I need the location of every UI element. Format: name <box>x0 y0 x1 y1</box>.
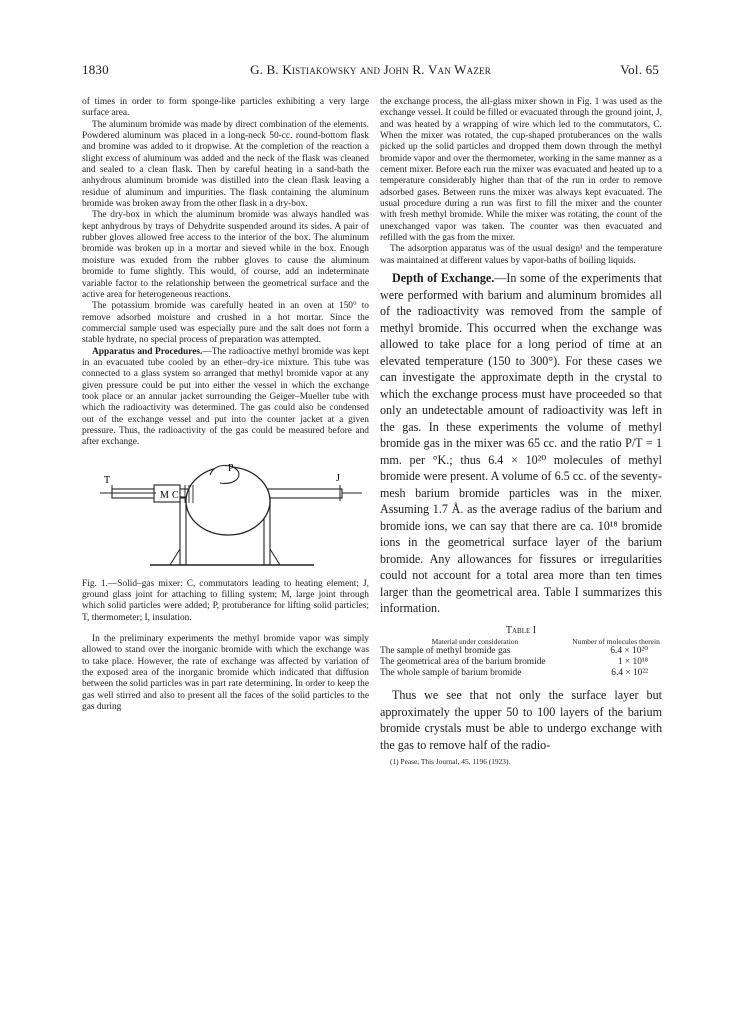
bracket <box>170 549 180 565</box>
paragraph: The dry-box in which the aluminum bromide was always handled was kept anhydrous by trays of Dehydrite suspended around its sides. A pair of rubber gloves allowed free access to the interior of the box. The aluminum bromide was broken up in a mortar and sieved while in the box. Enough moisture was exuded from the rubber gloves to cause the aluminum bromide to fume slightly. This would, of course, add an indeterminate variable factor to the relationship between the geometrical surface and the active area for heterogeneous reactions. <box>82 210 369 300</box>
label-P: P <box>228 462 234 474</box>
table-row <box>380 668 662 679</box>
table-cell-value: 6.4 × 10²⁰ <box>610 646 648 656</box>
conclusion-section <box>380 687 662 753</box>
depth-of-exchange-section <box>380 270 662 617</box>
table-cell-label: The whole sample of barium bromide <box>380 668 522 678</box>
paragraph: The potassium bromide was carefully heated in an oven at 150° to remove adsorbed moisture and crushed in a hot mortar. Since the commercial sample used was especially pure and the salt does not form a stable hydrate, no special process of preparation was attempted. <box>82 301 369 346</box>
figure-mixer-diagram <box>82 461 369 573</box>
right-column <box>380 97 662 767</box>
paragraph: The aluminum bromide was made by direct combination of the elements. Powdered aluminum was placed in a long-neck 50-cc. round-bottom flask and bromine was added to it dropwise. At the completion of the reaction a slight excess of aluminum was added and the neck of the flask was cleaned and sealed to a clean flask. Then by careful heating in a sand-bath the anhydrous aluminum bromide was distilled into the clean flask leaving a residue of aluminum and impurities. The flask containing the aluminum bromide was broken away from the other flask in a dry-box. <box>82 119 369 210</box>
table-row <box>380 657 662 668</box>
paragraph: Thus we see that not only the surface layer but approximately the upper 50 to 100 layers of the barium bromide crystals must be able to undergo exchange with the gas to remove half of the radio- <box>380 688 662 752</box>
table-title: Table I <box>505 624 537 636</box>
footnote: (1) Pease, This Journal, 45, 1196 (1923). <box>390 757 511 766</box>
label-J: J <box>336 472 340 484</box>
table-cell-label: The geometrical area of the barium bromide <box>380 657 546 667</box>
paragraph: of times in order to form sponge-like particles exhibiting a very large surface area. <box>82 97 369 119</box>
section-heading: Apparatus and Procedures. <box>92 346 203 357</box>
paragraph: the exchange process, the all-glass mixer shown in Fig. 1 was used as the exchange vessel. It could be filled or evacuated through the ground joint, J, and was heated by a wrapping of wire which led to the commutators, C. When the mixer was rotated, the cup-shaped protuberances on the walls picked up the solid particles and dropped them down through the methyl bromide vapor and over the thermometer, working in the same manner as a cement mixer. Before each run the mixer was evacuated and heated up to a temperature considerably higher than that of the run in order to remove adsorbed gases. Between runs the mixer was always kept evacuated. The usual procedure during a run was first to fill the mixer and the counter with fresh methyl bromide. While the mixer was rotating, the count of the unexchanged vapor was taken. The counter was then evacuated and refilled with the gas from the mixer. <box>380 97 662 244</box>
paragraph <box>380 270 662 617</box>
paragraph: In the preliminary experiments the methyl bromide vapor was simply allowed to stand over the inorganic bromide with which the exchange was to take place. However, the rate of exchange was affected by variation of the exposed area of the inorganic bromide which indicated that diffusion between the solid particles was in part rate determining. In order to keep the gas well stirred and also to present all the faces of the solid particles to the gas during <box>82 634 369 713</box>
paragraph-text: —In some of the experiments that were performed with barium and aluminum bromides all of the radioactivity was removed from the sample of methyl bromide. This occurred when the exchange was allowed to take place for a long period of time at an elevated temperature (150 to 300°). For these cases we can investigate the approximate depth in the crystal to which the exchange process must have proceeded so that only an undetectable amount of radioactivity was left in the gas. In these experiments the volume of methyl bromide gas in the mixer was 65 cc. and the ratio P/T = 1 mm. per °K.; thus 6.4 × 10²⁰ molecules of methyl bromide were present. A volume of 6.5 cc. of the seventy-mesh barium bromide particles was in the mixer. Assuming 1.7 Å. as the average radius of the barium and bromide ions, we can say that there are ca. 10¹⁸ bromide ions in the geometrical surface layer of the barium bromide. Any allowances for fissures or irregularities could not account for a total area more than ten times larger than the geometrical area. Table I summarizes this information. <box>380 271 663 616</box>
table-cell-label: The sample of methyl bromide gas <box>380 646 511 656</box>
left-column <box>82 97 369 713</box>
table-cell-value: 6.4 × 10²² <box>611 668 648 678</box>
bracket <box>270 549 280 565</box>
mixer-drawing <box>82 461 369 573</box>
data-table <box>380 638 662 679</box>
paragraph-text: —The radioactive methyl bromide was kept in an evacuated tube cooled by an ether–dry-ice mixture. This tube was connected to a glass system so arranged that methyl bromide vapor at any given pressure could be put into either the vessel in which the exchange took place or an annular jacket surrounding the Geiger–Mueller tube with which the radioactivity was determined. The gas could also be condensed out of the exchange vessel and put into the counter jacket at a given pressure. Thus, the radioactivity of the gas could be measured before and after exchange. <box>82 346 369 448</box>
label-C: C <box>172 489 179 501</box>
table-cell-value: 1 × 10¹⁸ <box>617 657 648 667</box>
table-header-material: Material under consideration <box>431 637 519 646</box>
label-M: M <box>160 489 169 501</box>
page-number: 1830 <box>82 62 109 77</box>
table-row <box>380 646 662 657</box>
section-heading: Depth of Exchange. <box>392 271 495 286</box>
figure-caption: Fig. 1.—Solid–gas mixer: C, commutators leading to heating element; J, ground glass joint for attaching to filling system; M, large joint through which solid particles were added; P, protuberance for lifting solid particles; T, thermometer; I, insulation. <box>82 578 369 623</box>
volume-number: Vol. 65 <box>620 62 659 77</box>
paragraph <box>82 347 369 449</box>
label-T: T <box>104 474 111 486</box>
running-title: G. B. Kistiakowsky and John R. Van Wazer <box>250 62 491 77</box>
running-header <box>82 62 659 82</box>
table-header-count: Number of molecules therein <box>572 637 660 646</box>
support-left <box>180 497 186 565</box>
paragraph: The adsorption apparatus was of the usual design¹ and the temperature was maintained at different values by vapor-baths of boiling liquids. <box>380 244 662 266</box>
